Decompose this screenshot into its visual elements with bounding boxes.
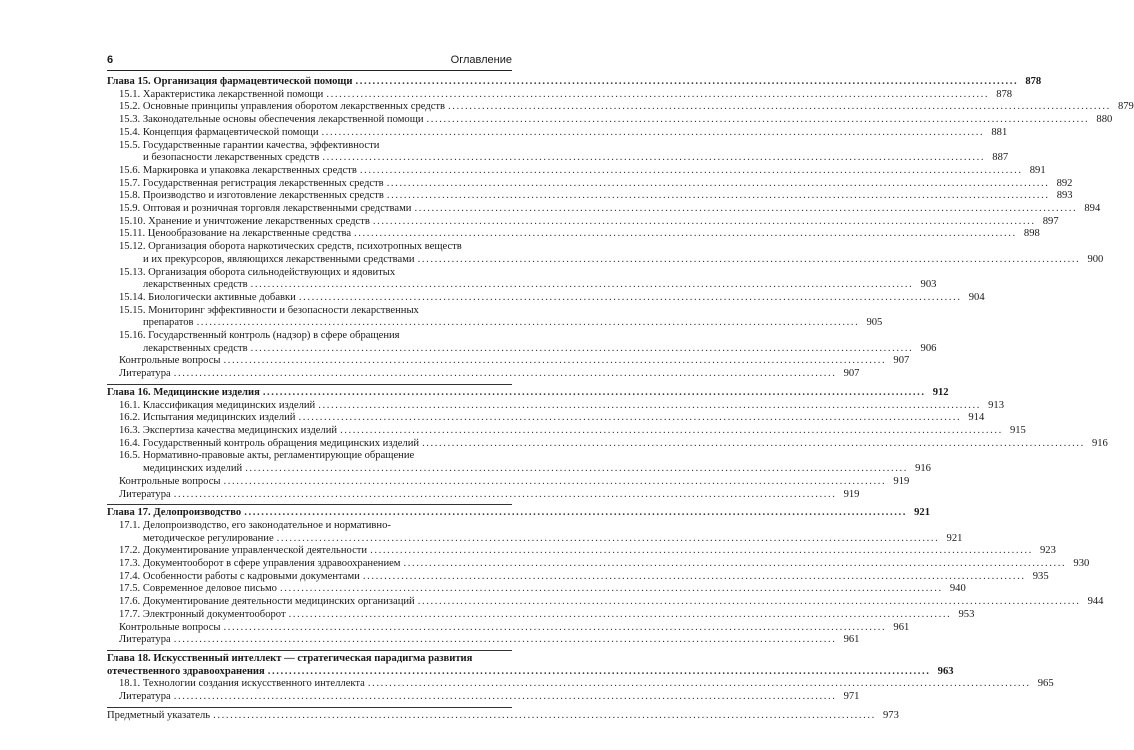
- dot-leader: [174, 489, 837, 502]
- toc-entry-title: лекарственных средств: [143, 279, 248, 291]
- toc-page-number: 898: [1023, 228, 1040, 240]
- page-header: [107, 54, 512, 70]
- dot-leader: [277, 533, 940, 546]
- toc-entry-title: 17.1. Делопроизводство, его законодательное и нормативно-: [119, 519, 391, 531]
- toc-entry: [107, 139, 1009, 165]
- toc-entry-title: 15.6. Маркировка и упаковка лекарственных средств: [119, 164, 357, 176]
- toc-entry: [107, 678, 1054, 691]
- toc-entry-title: 15.11. Ценообразование на лекарственные средства: [119, 228, 352, 240]
- toc-page-number: 904: [968, 291, 985, 303]
- section-divider: [107, 647, 512, 651]
- dot-leader: [174, 691, 837, 704]
- toc-entry-title: 15.4. Концепция фармацевтической помощи: [119, 126, 319, 138]
- toc-entry: [107, 519, 963, 545]
- table-of-contents: [107, 76, 1134, 722]
- toc-entry-title: Предметный указатель: [107, 709, 211, 721]
- toc-page-number: 916: [915, 463, 931, 475]
- toc-page-number: 897: [1042, 215, 1059, 227]
- toc-page-number: 961: [843, 634, 860, 646]
- page-number: 6: [107, 54, 114, 66]
- dot-leader: [448, 101, 1111, 114]
- toc-page-number: 914: [968, 412, 985, 424]
- dot-leader: [355, 76, 1018, 89]
- dot-leader: [289, 609, 952, 622]
- toc-entry-title: Литература: [119, 691, 171, 703]
- toc-page-number: 921: [946, 532, 963, 544]
- dot-leader: [244, 507, 907, 520]
- toc-page-number: 940: [949, 583, 966, 595]
- toc-chapter: [107, 507, 930, 520]
- toc-entry-title: 15.16. Государственный контроль (надзор) в сфере обращения: [119, 330, 400, 342]
- dot-leader: [326, 89, 989, 102]
- toc-entry: [107, 596, 1104, 609]
- toc-entry-title: 17.6. Документирование деятельности медицинских организаций: [119, 596, 415, 608]
- toc-entry: [107, 304, 883, 330]
- toc-entry-title: медицинских изделий: [143, 463, 243, 475]
- toc-entry-title: 17.4. Особенности работы с кадровыми документами: [119, 570, 360, 582]
- toc-page-number: 891: [1029, 164, 1046, 176]
- toc-entry: [107, 228, 1040, 241]
- toc-page-number: 892: [1056, 177, 1073, 189]
- dot-leader: [387, 178, 1050, 191]
- toc-chapter: [107, 76, 1042, 89]
- toc-entry-title: 15.10. Хранение и уничтожение лекарственных средств: [119, 215, 370, 227]
- toc-entry: [107, 399, 1004, 413]
- toc-page-number: 919: [893, 475, 910, 487]
- toc-page-number: 912: [932, 386, 949, 398]
- toc-page-number: 907: [843, 368, 860, 380]
- toc-page-number: 907: [893, 355, 910, 367]
- header-rule: [107, 70, 512, 71]
- toc-entry-title: лекарственных средств: [143, 342, 248, 354]
- dot-leader: [418, 254, 1081, 267]
- toc-page-number: 921: [914, 507, 930, 519]
- dot-leader: [340, 425, 1003, 438]
- toc-entry: [107, 583, 966, 596]
- toc-entry: [107, 475, 910, 489]
- toc-page-number: 923: [1039, 545, 1056, 557]
- toc-entry: [107, 621, 910, 635]
- toc-entry-title: Литература: [119, 368, 171, 380]
- toc-entry-title: Глава 17. Делопроизводство: [107, 507, 242, 519]
- dot-leader: [280, 583, 943, 596]
- toc-entry: [107, 488, 860, 502]
- dot-leader: [224, 476, 887, 489]
- toc-page-number: 973: [882, 709, 899, 721]
- toc-page-number: 965: [1037, 678, 1054, 690]
- toc-entry-title: 17.7. Электронный документооборот: [119, 608, 286, 620]
- toc-page-number: 971: [843, 691, 860, 703]
- toc-page-number: 905: [866, 317, 883, 329]
- toc-entry-title: 15.7. Государственная регистрация лекарственных средств: [119, 177, 384, 189]
- dot-leader: [373, 216, 1036, 229]
- toc-entry: [107, 190, 1073, 203]
- toc-page-number: 879: [1117, 101, 1134, 113]
- dot-leader: [263, 387, 926, 400]
- toc-page-number: 880: [1096, 114, 1113, 126]
- toc-page-number: 944: [1087, 596, 1104, 608]
- toc-chapter: [107, 386, 949, 400]
- toc-entry: [107, 114, 1113, 127]
- dot-leader: [370, 545, 1033, 558]
- toc-entry-title: 16.3. Экспертиза качества медицинских изделий: [119, 424, 338, 436]
- toc-entry: [107, 355, 910, 368]
- dot-leader: [418, 596, 1081, 609]
- toc-entry: [107, 634, 860, 647]
- toc-entry: [107, 709, 899, 723]
- running-title: Оглавление: [450, 54, 512, 66]
- toc-entry-title: 16.1. Классификация медицинских изделий: [119, 399, 316, 411]
- toc-entry-title: 15.2. Основные принципы управления оборотом лекарственных средств: [119, 101, 446, 113]
- toc-entry: [107, 164, 1046, 178]
- toc-entry: [107, 203, 1101, 216]
- toc-entry: [107, 266, 937, 292]
- dot-leader: [245, 463, 908, 476]
- dot-leader: [368, 678, 1031, 691]
- dot-leader: [213, 710, 876, 723]
- toc-entry: [107, 368, 860, 381]
- toc-entry-title: 16.2. Испытания медицинских изделий: [119, 412, 296, 424]
- toc-entry-title: Глава 15. Организация фармацевтической помощи: [107, 76, 353, 87]
- toc-entry-title: Литература: [119, 488, 171, 500]
- toc-entry: [107, 608, 975, 622]
- toc-entry: [107, 424, 1026, 438]
- toc-entry: [107, 291, 985, 305]
- dot-leader: [404, 558, 1067, 571]
- toc-entry: [107, 88, 1013, 102]
- toc-entry-title: 15.15. Мониторинг эффективности и безопасности лекарственных: [119, 304, 419, 316]
- section-divider: [107, 704, 512, 708]
- dot-leader: [354, 228, 1017, 241]
- toc-entry-title: методическое регулирование: [143, 532, 274, 544]
- toc-entry: [107, 450, 931, 475]
- toc-entry-title: и их прекурсоров, являющихся лекарственными средствами: [143, 253, 415, 265]
- dot-leader: [251, 343, 914, 356]
- toc-page-number: 919: [843, 488, 860, 500]
- toc-entry-title: 15.12. Организация оборота наркотических средств, психотропных веществ: [119, 241, 462, 253]
- toc-entry: [107, 558, 1090, 571]
- toc-entry: [107, 545, 1056, 558]
- dot-leader: [360, 165, 1023, 178]
- toc-entry-title: 15.9. Оптовая и розничная торговля лекарственными средствами: [119, 203, 412, 215]
- toc-entry: [107, 412, 985, 425]
- toc-entry-title: 17.2. Документирование управленческой деятельности: [119, 545, 368, 557]
- dot-leader: [427, 114, 1090, 127]
- toc-page-number: 878: [1025, 76, 1042, 87]
- toc-page-number: 906: [920, 342, 937, 354]
- toc-entry: [107, 691, 860, 704]
- toc-entry-title: 15.3. Законодательные основы обеспечения лекарственной помощи: [119, 114, 424, 126]
- toc-entry-title: Контрольные вопросы: [119, 355, 221, 367]
- toc-page-number: 961: [893, 621, 910, 633]
- toc-entry: [107, 437, 1108, 451]
- section-divider: [107, 501, 512, 505]
- toc-page-number: 913: [988, 399, 1004, 411]
- toc-entry-title: препаратов: [143, 317, 194, 329]
- toc-page-number: 916: [1091, 437, 1108, 449]
- toc-entry: [107, 570, 1049, 584]
- dot-leader: [174, 368, 837, 381]
- dot-leader: [322, 152, 985, 165]
- dot-leader: [197, 317, 860, 330]
- dot-leader: [363, 571, 1026, 584]
- dot-leader: [298, 412, 961, 425]
- toc-entry-title: и безопасности лекарственных средств: [143, 152, 320, 164]
- toc-entry-title: Контрольные вопросы: [119, 621, 221, 633]
- toc-entry-title: 17.5. Современное деловое письмо: [119, 583, 277, 595]
- toc-entry-title: отечественного здравоохранения: [107, 665, 265, 677]
- dot-leader: [268, 666, 931, 679]
- dot-leader: [299, 292, 962, 305]
- toc-page-number: 887: [992, 152, 1009, 164]
- toc-page-number: 930: [1073, 558, 1090, 570]
- toc-page-number: 963: [937, 665, 954, 677]
- toc-entry-title: Литература: [119, 634, 171, 646]
- toc-chapter: [107, 652, 954, 678]
- toc-entry-title: Контрольные вопросы: [119, 475, 221, 487]
- toc-page-number: 900: [1087, 253, 1104, 265]
- toc-entry-title: 15.8. Производство и изготовление лекарственных средств: [119, 190, 384, 202]
- toc-entry: [107, 330, 937, 355]
- dot-leader: [387, 190, 1050, 203]
- toc-entry-title: 15.1. Характеристика лекарственной помощи: [119, 88, 324, 100]
- toc-page-number: 878: [996, 88, 1013, 100]
- toc-entry-title: 16.5. Нормативно-правовые акты, регламентирующие обращение: [119, 450, 415, 462]
- toc-entry: [107, 126, 1008, 140]
- toc-entry-title: 15.5. Государственные гарантии качества, эффективности: [119, 139, 380, 151]
- dot-leader: [174, 634, 837, 647]
- toc-entry: [107, 241, 1104, 266]
- toc-entry-title: 16.4. Государственный контроль обращения медицинских изделий: [119, 437, 420, 449]
- section-divider: [107, 381, 512, 385]
- toc-page-number: 935: [1032, 570, 1049, 582]
- toc-page-number: 953: [958, 608, 975, 620]
- toc-entry: [107, 177, 1073, 191]
- toc-page-number: 894: [1084, 203, 1101, 215]
- toc-page-number: 903: [920, 279, 937, 291]
- toc-entry-title: Глава 18. Искусственный интеллект — стратегическая парадигма развития: [107, 652, 473, 664]
- dot-leader: [318, 400, 981, 413]
- toc-entry-title: 15.14. Биологически активные добавки: [119, 291, 296, 303]
- toc-entry-title: 18.1. Технологии создания искусственного интеллекта: [119, 678, 365, 690]
- toc-entry: [107, 101, 1134, 114]
- toc-entry-title: 15.13. Организация оборота сильнодействующих и ядовитых: [119, 266, 396, 278]
- dot-leader: [224, 355, 887, 368]
- dot-leader: [224, 622, 887, 635]
- toc-entry-title: 17.3. Документооборот в сфере управления здравоохранением: [119, 558, 401, 570]
- dot-leader: [251, 279, 914, 292]
- toc-page-number: 915: [1009, 424, 1026, 436]
- dot-leader: [414, 203, 1077, 216]
- toc-entry-title: Глава 16. Медицинские изделия: [107, 386, 260, 398]
- toc-page-number: 881: [991, 126, 1008, 138]
- dot-leader: [322, 127, 985, 140]
- dot-leader: [422, 438, 1085, 451]
- toc-entry: [107, 215, 1059, 229]
- toc-page-number: 893: [1056, 190, 1073, 202]
